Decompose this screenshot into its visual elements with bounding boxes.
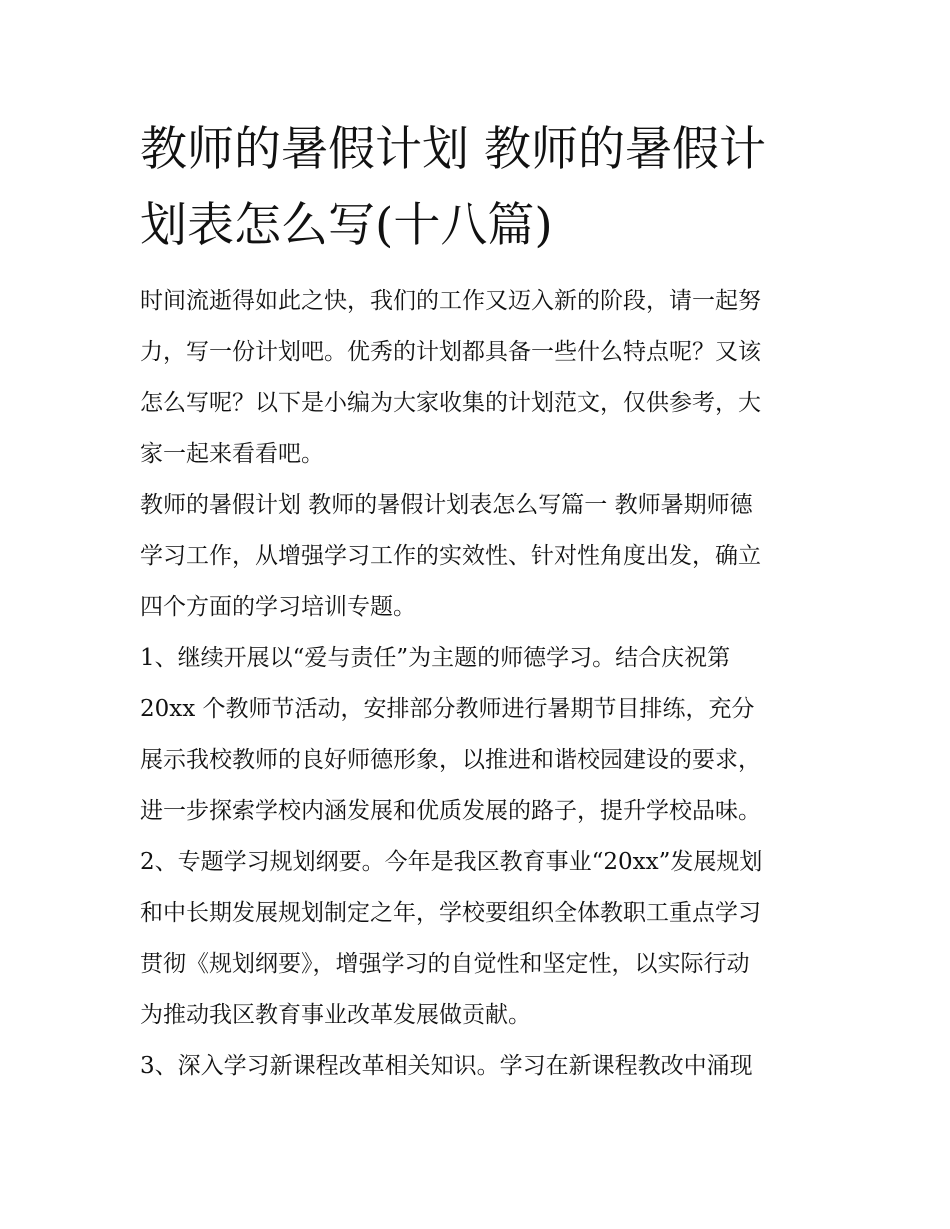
document-body — [140, 276, 820, 1092]
text-line: 进一步探索学校内涵发展和优质发展的路子，提升学校品味。 — [140, 798, 761, 824]
text-line: 2、专题学习规划纲要。今年是我区教育事业“20xx”发展规划 — [140, 849, 763, 875]
text-line: 教师的暑假计划 教师的暑假计划表怎么写篇一 教师暑期师德 — [140, 492, 753, 518]
text-line: 家一起来看看吧。 — [140, 441, 324, 467]
section-heading-paragraph — [140, 480, 820, 633]
title-line: 教师的暑假计划 教师的暑假计 — [140, 122, 766, 177]
text-line: 和中长期发展规划制定之年，学校要组织全体教职工重点学习 — [140, 900, 761, 926]
text-line: 展示我校教师的良好师德形象，以推进和谐校园建设的要求， — [140, 747, 761, 773]
text-line: 力，写一份计划吧。优秀的计划都具备一些什么特点呢？又该 — [140, 339, 761, 365]
text-line: 3、深入学习新课程改革相关知识。学习在新课程教改中涌现 — [140, 1053, 753, 1079]
item-paragraph-3 — [140, 1041, 820, 1092]
text-line: 怎么写呢？以下是小编为大家收集的计划范文，仅供参考，大 — [140, 390, 761, 416]
text-line: 贯彻《规划纲要》，增强学习的自觉性和坚定性，以实际行动 — [140, 951, 750, 977]
text-line: 四个方面的学习培训专题。 — [140, 594, 416, 620]
item-paragraph-2 — [140, 837, 820, 1041]
text-line: 1、继续开展以“爱与责任”为主题的师德学习。结合庆祝第 — [140, 645, 731, 671]
item-paragraph-1 — [140, 633, 820, 837]
document-title — [140, 112, 820, 264]
text-line: 20xx 个教师节活动，安排部分教师进行暑期节目排练，充分 — [140, 696, 755, 722]
text-line: 学习工作，从增强学习工作的实效性、针对性角度出发，确立 — [140, 543, 761, 569]
intro-paragraph — [140, 276, 820, 480]
text-line: 为推动我区教育事业改革发展做贡献。 — [140, 1002, 531, 1028]
title-line: 划表怎么写(十八篇) — [140, 198, 553, 253]
text-line: 时间流逝得如此之快，我们的工作又迈入新的阶段，请一起努 — [140, 288, 761, 314]
